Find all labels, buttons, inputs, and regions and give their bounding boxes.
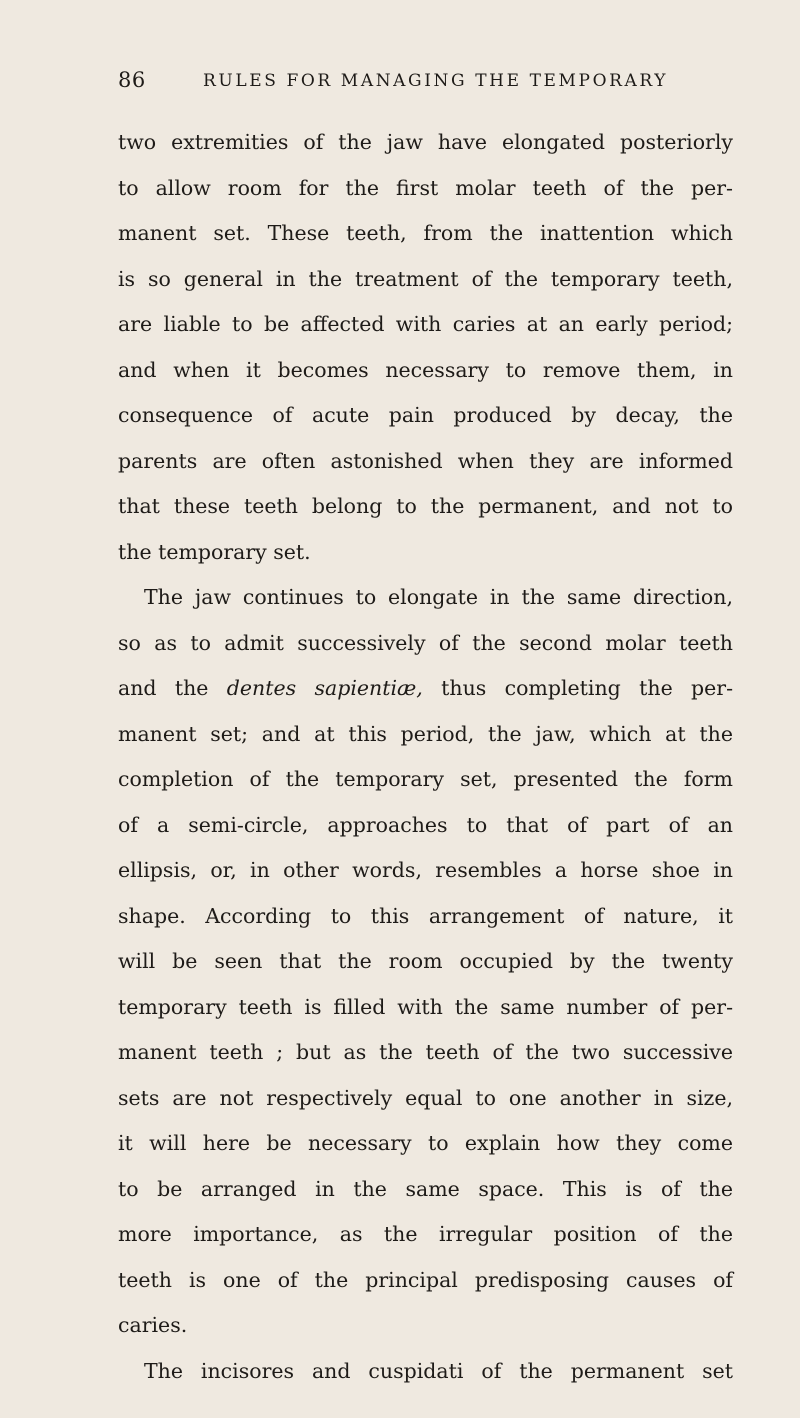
text-line: The incisores and cuspidati of the permanent set xyxy=(144,1358,733,1383)
text-line: manent set. These teeth, from the inattention which xyxy=(118,221,733,245)
text-line: will be seen that the room occupied by the twenty xyxy=(118,949,733,973)
text-line: more importance, as the irregular position of the xyxy=(118,1222,733,1246)
text-segment: and the xyxy=(118,676,209,700)
text-line: caries. xyxy=(118,1313,188,1337)
text-line: two extremities of the jaw have elongated posteriorly xyxy=(118,130,733,154)
text-line: consequence of acute pain produced by decay, the xyxy=(118,403,733,427)
text-line: that these teeth belong to the permanent, and not to xyxy=(118,494,733,518)
text-line: the temporary set. xyxy=(118,539,311,564)
text-line: temporary teeth is filled with the same number of per- xyxy=(118,994,733,1019)
text-line: to allow room for the first molar teeth of the per- xyxy=(118,175,733,200)
text-line: are liable to be affected with caries at an early period; xyxy=(118,312,733,336)
text-line: teeth is one of the principal predisposing causes of xyxy=(118,1267,733,1292)
running-head xyxy=(118,68,733,98)
text-line: sets are not respectively equal to one another in size, xyxy=(118,1085,733,1110)
text-line: ellipsis, or, in other words, resembles a horse shoe in xyxy=(118,858,733,882)
running-title: RULES FOR MANAGING THE TEMPORARY xyxy=(203,71,669,91)
italic-term: dentes sapientiæ, xyxy=(226,676,423,700)
text-line: is so general in the treatment of the temporary teeth, xyxy=(118,266,733,291)
text-line: The jaw continues to elongate in the same direction, xyxy=(144,585,733,609)
text-line: completion of the temporary set, presented the form xyxy=(118,767,733,791)
text-line: shape. According to this arrangement of nature, it xyxy=(118,903,733,928)
text-line: parents are often astonished when they are informed xyxy=(118,448,733,473)
text-line: manent set; and at this period, the jaw, which at the xyxy=(118,721,733,746)
text-line: of a semi-circle, approaches to that of part of an xyxy=(118,812,733,837)
text-line: and when it becomes necessary to remove them, in xyxy=(118,357,733,382)
text-line: it will here be necessary to explain how they come xyxy=(118,1131,733,1155)
text-line: so as to admit successively of the second molar teeth xyxy=(118,630,733,655)
text-line-with-italic xyxy=(118,666,733,712)
text-segment: thus completing the per- xyxy=(441,676,733,700)
page-number: 86 xyxy=(118,68,146,92)
body-text xyxy=(118,120,733,1394)
text-line: manent teeth ; but as the teeth of the two successive xyxy=(118,1040,733,1064)
text-line: to be arranged in the same space. This is of the xyxy=(118,1176,733,1201)
